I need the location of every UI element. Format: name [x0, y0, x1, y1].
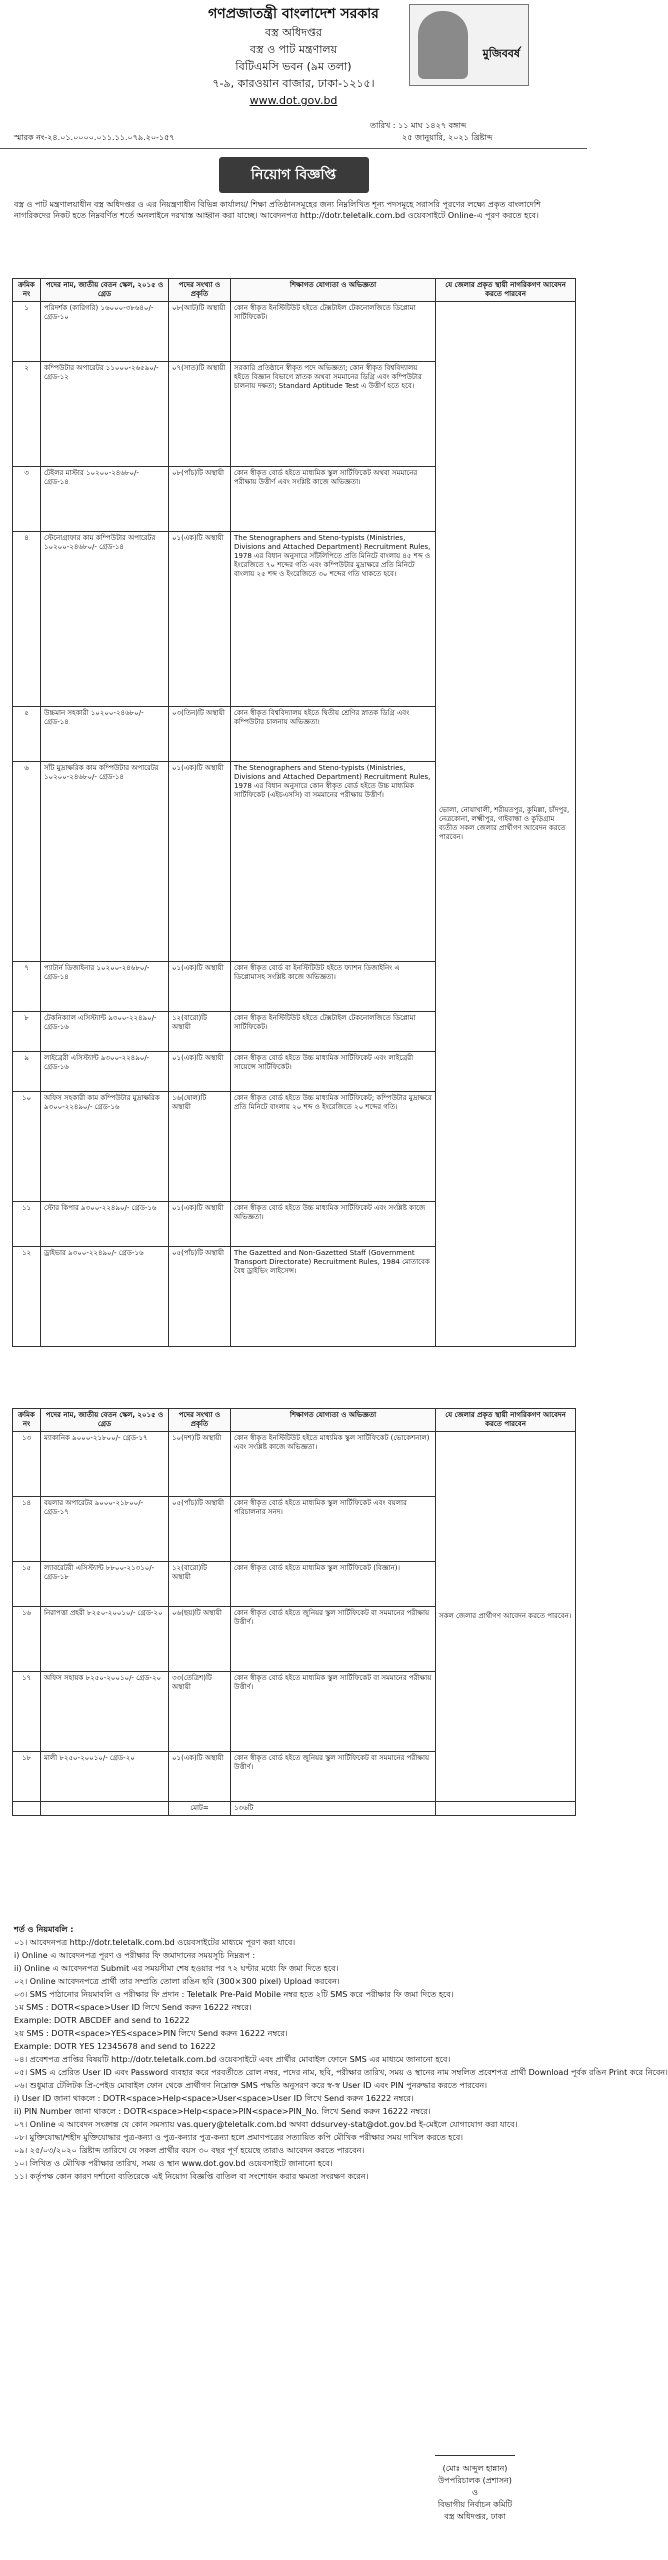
- condition-line: ০৮। মুক্তিযোদ্ধা/শহীদ মুক্তিযোদ্ধার পুত্র-কন্যা ও পুত্র-কন্যার পুত্র-কন্যা হলে প্রমাণপত্রের সত্যায়িত কপি মৌখিক পরীক্ষার সময় দাখিল করতে হবে।: [14, 2133, 464, 2142]
- table-row: ৭ প্যাটার্ন ডিজাইনার ১০২০০-২৪৬৮০/- গ্রেড-১৪ ০১(এক)টি অস্থায়ী কোন স্বীকৃত বোর্ড বা ইনস্টিটিউট হইতে ফ্যাশন ডিজাইনিং এ ডিপ্লোমাসহ সংশ্লিষ্ট কাজে অভিজ্ঞতা।: [13, 962, 576, 1012]
- condition-line: [14, 2185, 574, 2198]
- table-row: ৮ টেকনিক্যাল এসিস্ট্যান্ট ৯৩০০-২২৪৯০/- গ্রেড-১৬ ১২(বারো)টি অস্থায়ী কোন স্বীকৃত ইনস্টিটিউট হইতে টেক্সটাইল টেকনোলজিতে ডিপ্লোমা সার্টিফিকেট।: [13, 1012, 576, 1052]
- condition-line: ০৩। SMS পাঠানোর নিয়মাবলি ও পরীক্ষার ফি প্রদান : Teletalk Pre-Paid Mobile নম্বর হতে ২টি SMS করে পরীক্ষার ফি জমা দিতে হবে।: [14, 1990, 454, 1999]
- condition-line: ০৫। SMS এ প্রেরিত User ID এবং Password ব্যবহার করে পরবর্তীতে রোল নম্বর, পদের নাম, ছবি, পরীক্ষার তারিখ, সময় ও স্থানের নাম সম্বলিত প্রবেশপত্র প্রার্থী Download পূর্বক রঙিন Print করে নিবেন।: [14, 2068, 668, 2077]
- table-row: ১২ ড্রাইভার ৯৩০০-২২৪৯০/- গ্রেড-১৬ ০৫(পাঁচ)টি অস্থায়ী The Gazetted and Non-Gazetted Staff (Government Transport Directorate) Recruitment Rules, 1984 মোতাবেক বৈধ ড্রাইভিং লাইসেন্স।: [13, 1247, 576, 1347]
- table-row: ১৫ ল্যাবরেটরী এসিস্ট্যান্ট ৮৮০০-২১৩১০/- গ্রেড-১৮ ১২(বারো)টি অস্থায়ী কোন স্বীকৃত বোর্ড হইতে মাধ্যমিক স্কুল সার্টিফিকেট (বিজ্ঞান)।: [13, 1562, 576, 1607]
- date-label: তারিখ :: [370, 121, 396, 130]
- table-row: ১৪ বয়লার অপারেটর ৯০০০-২১৮০০/- গ্রেড-১৭ ০৫(পাঁচ)টি অস্থায়ী কোন স্বীকৃত বোর্ড হইতে মাধ্যমিক স্কুল সার্টিফিকেট এবং বয়লার পরিচালনার সনদ।: [13, 1497, 576, 1562]
- total-row: [13, 1802, 576, 1816]
- condition-line: ০৬। শুধুমাত্র টেলিটক প্রি-পেইড মোবাইল ফোন থেকে প্রার্থীগণ নিম্নোক্ত SMS পদ্ধতি অনুসরণ করে স্ব-স্ব User ID এবং PIN পুনরুদ্ধার করতে পারবেন।: [14, 2081, 487, 2090]
- gov-title: গণপ্রজাতন্ত্রী বাংলাদেশ সরকার: [208, 6, 379, 22]
- memo-number: স্মারক নং-২৪.০১.০০০০.০১১.১১.০৭৯.২০-১৫৭: [14, 133, 175, 142]
- condition-line: ১০। লিখিত ও মৌখিক পরীক্ষার তারিখ, সময় ও স্থান www.dot.gov.bd ওয়েবসাইটে জানানো হবে।: [14, 2159, 333, 2168]
- signature-block: [380, 2445, 570, 2523]
- mujib-borsho-logo: [409, 4, 529, 86]
- signature-mark: [380, 2445, 570, 2463]
- condition-line: ০৪। প্রবেশপত্র প্রাপ্তির বিষয়টি http://dotr.teletalk.com.bd ওয়েবসাইটে এবং প্রার্থীর মোবাইল ফোনে SMS এর মাধ্যমে জানানো হবে।: [14, 2055, 451, 2064]
- table-row: ৩ টেইলর মাস্টার ১০২০০-২৪৬৮০/- গ্রেড-১৪ ০৮(পাঁচ)টি অস্থায়ী কোন স্বীকৃত বোর্ড হইতে মাধ্যমিক স্কুল সার্টিফিকেট অথবা সমমানের পরীক্ষায় উত্তীর্ণ এবং সংশ্লিষ্ট কাজে অভিজ্ঞতা।: [13, 467, 576, 532]
- notice-title: নিয়োগ বিজ্ঞপ্তি: [219, 157, 369, 193]
- condition-line: ii) PIN Number জানা থাকলে : DOTR<space>Help<space>PIN<space>PIN_No. লিখে Send করুন 16222 নম্বরে।: [14, 2107, 431, 2116]
- building-name: বিটিএমসি ভবন (৯ম তলা): [235, 60, 352, 73]
- condition-line: i) Online এ আবেদনপত্র পূরণ ও পরীক্ষার ফি জমাদানের সময়সূচি নিম্নরূপ :: [14, 1951, 256, 1960]
- signatory-org: বস্ত্র অধিদপ্তর, ঢাকা: [444, 2512, 506, 2521]
- total-value: ১৩৬টি: [231, 1802, 436, 1816]
- condition-line: ০৭। Online এ আবেদন সংক্রান্ত যে কোন সমস্যায় vas.query@teletalk.com.bd অথবা ddsurvey-stat@dot.gov.bd ই-মেইলে যোগাযোগ করা যাবে।: [14, 2120, 518, 2129]
- condition-line: ২য় SMS : DOTR<space>YES<space>PIN লিখে Send করুন 16222 নম্বরে।: [14, 2029, 288, 2038]
- department-name: বস্ত্র অধিদপ্তর: [265, 26, 322, 39]
- condition-line: ১১। কর্তৃপক্ষ কোন কারণ দর্শানো ব্যতিরেকে এই নিয়োগ বিজ্ঞপ্তি বাতিল বা সংশোধন করার ক্ষমতা সংরক্ষণ করেন।: [14, 2172, 369, 2181]
- table-row: ৪ স্টেনোগ্রাফার কাম কম্পিউটার অপারেটর ১০২০০-২৪৬৮০/- গ্রেড-১৪ ০১(এক)টি অস্থায়ী The Stenographers and Steno-typists (Ministries, Divisions and Attached Department) Recruitment Rules, 1978 এর বিধান অনুসারে সাঁটলিপিতে প্রতি মিনিটে বাংলায় ৪৫ শব্দ ও ইংরেজিতে ৭০ শব্দের গতি এবং কম্পিউটার মুদ্রাক্ষরে প্রতি মিনিটে বাংলায় ২৫ শব্দ ও ইংরেজিতে ৩০ শব্দের গতি থাকতে হবে।: [13, 532, 576, 707]
- condition-line: ০২। Online আবেদনপত্রে প্রার্থী তার সম্প্রতি তোলা রঙিন ছবি (300×300 pixel) Upload করবেন।: [14, 1977, 340, 1986]
- condition-line: ii) Online এ আবেদনপত্র Submit এর সময়সীমা শেষ হওয়ার পর ৭২ ঘণ্টার মধ্যে ফি জমা দিতে হবে।: [14, 1964, 339, 1973]
- address: ৭-৯, কারওয়ান বাজার, ঢাকা-১২১৫।: [212, 77, 375, 90]
- district-eligibility-2: সকল জেলার প্রার্থীগণ আবেদন করতে পারবেন।: [436, 1432, 576, 1802]
- table-row: ১ পরিদর্শক (কারিগরি) ১৬০০০-৩৮৬৪০/- গ্রেড-১০ ০৮(আট)টি অস্থায়ী কোন স্বীকৃত ইনস্টিটিউট হইতে টেক্সটাইল টেকনোলজিতে ডিপ্লোমা সার্টিফিকেট। ভোলা, নোয়াখালী, শরীয়তপুর, কুমিল্লা, চাঁদপুর, নেত্রকোনা, লক্ষ্মীপুর, গাইবান্ধা ও কুড়িগ্রাম ব্যতীত সকল জেলার প্রার্থীগণ আবেদন করতে পারবেন।: [13, 302, 576, 362]
- portrait-image: [418, 11, 468, 79]
- condition-line: Example: DOTR ABCDEF and send to 16222: [14, 2016, 190, 2025]
- table-row: ৬ সাঁট মুদ্রাক্ষরিক কাম কম্পিউটার অপারেটর ১০২০০-২৪৬৮০/- গ্রেড-১৪ ০১(এক)টি অস্থায়ী The Stenographers and Steno-typists (Ministries, Divisions and Attached Department) Recruitment Rules, 1978 এর বিধান অনুসারে কোন স্বীকৃত বোর্ড হইতে উচ্চ মাধ্যমিক সার্টিফিকেট (এইচএসসি) বা সমমানের পরীক্ষায় উত্তীর্ণ।: [13, 762, 576, 962]
- condition-line: ১ম SMS : DOTR<space>User ID লিখে Send করুন 16222 নম্বরে।: [14, 2003, 252, 2012]
- col-count: পদের সংখ্যা ও প্রকৃতি: [169, 279, 231, 302]
- table-header-row: [13, 279, 576, 302]
- table-header-row: ক্রমিক নং পদের নাম, জাতীয় বেতন স্কেল, ২০১৫ ও গ্রেড পদের সংখ্যা ও প্রকৃতি শিক্ষাগত যোগ্যতা ও অভিজ্ঞতা যে জেলার প্রকৃত স্থায়ী নাগরিকগণ আবেদন করতে পারবেন: [13, 1409, 576, 1432]
- table-row: ১৭ অফিস সহায়ক ৮২৫০-২০০১০/- গ্রেড-২০ ৩৩(তেত্রিশ)টি অস্থায়ী কোন স্বীকৃত বোর্ড হইতে মাধ্যমিক স্কুল সার্টিফিকেট বা সমমানের পরীক্ষায় উত্তীর্ণ।: [13, 1672, 576, 1752]
- intro-paragraph: বস্ত্র ও পাট মন্ত্রণালয়াধীন বস্ত্র অধিদপ্তর ও এর নিয়ন্ত্রণাধীন বিভিন্ন কার্যালয়/ শিক্ষা প্রতিষ্ঠানসমূহের জন্য নিম্নলিখিত শূন্য পদসমূহে সরাসরি পূরণের লক্ষ্যে প্রকৃত বাংলাদেশি নাগরিকদের নিকট হতে নিম্নবর্ণিত শর্তে অনলাইনে দরখাস্ত আহ্বান করা যাচ্ছে। আবেদনপত্র http://dotr.teletalk.com.bd ওয়েবসাইটে Online-এ পূরণ করতে হবে।: [14, 200, 541, 220]
- vacancy-table-1: [12, 278, 576, 1347]
- col-post: পদের নাম, জাতীয় বেতন স্কেল, ২০১৫ ও গ্রেড: [41, 279, 169, 302]
- date-gregorian: ২৫ জানুয়ারি, ২০২১ খ্রিষ্টাব্দ: [402, 133, 493, 142]
- ministry-name: বস্ত্র ও পাট মন্ত্রণালয়: [249, 43, 338, 56]
- table-row: ১৬ নিরাপত্তা প্রহরী ৮২৫০-২০০১০/- গ্রেড-২০ ০৬(ছয়)টি অস্থায়ী কোন স্বীকৃত বোর্ড হইতে জুনিয়র স্কুল সার্টিফিকেট বা সমমানের পরীক্ষায় উত্তীর্ণ।: [13, 1607, 576, 1672]
- district-eligibility-1: ভোলা, নোয়াখালী, শরীয়তপুর, কুমিল্লা, চাঁদপুর, নেত্রকোনা, লক্ষ্মীপুর, গাইবান্ধা ও কুড়িগ্রাম ব্যতীত সকল জেলার প্রার্থীগণ আবেদন করতে পারবেন।: [436, 302, 576, 1347]
- condition-line: ০১। আবেদনপত্র http://dotr.teletalk.com.bd ওয়েবসাইটের মাধ্যমে পূরণ করা যাবে।: [14, 1938, 296, 1947]
- date-block: [370, 120, 492, 144]
- signatory-name: (মোঃ আব্দুল হান্নান): [442, 2464, 508, 2473]
- table-row: ১১ স্টোর কিপার ৯৩০০-২২৪৯০/- গ্রেড-১৬ ০১(এক)টি অস্থায়ী কোন স্বীকৃত বোর্ড হইতে উচ্চ মাধ্যমিক সার্টিফিকেট এবং সংশ্লিষ্ট কাজে অভিজ্ঞতা।: [13, 1202, 576, 1247]
- website-link[interactable]: www.dot.gov.bd: [249, 94, 338, 107]
- col-qualification: শিক্ষাগত যোগ্যতা ও অভিজ্ঞতা: [231, 279, 436, 302]
- signatory-designation: উপপরিচালক (প্রশাসন): [438, 2476, 512, 2485]
- condition-line: i) User ID জানা থাকলে : DOTR<space>Help<space>User<space>User ID লিখে Send করুন 16222 নম্বরে।: [14, 2094, 414, 2103]
- signatory-conj: ও: [472, 2488, 478, 2497]
- date-bengali: ১১ মাঘ ১৪২৭ বঙ্গাব্দ: [398, 121, 467, 130]
- conditions-section: [14, 1925, 668, 2198]
- table-row: ২ কম্পিউটার অপারেটর ১১০০০-২৬৫৯০/- গ্রেড-১২ ০৭(সাত)টি অস্থায়ী সরকারি প্রতিষ্ঠানে স্বীকৃত পদে অভিজ্ঞতা; কোন স্বীকৃত বিশ্ববিদ্যালয় হইতে বিজ্ঞান বিভাগে স্নাতক অথবা সমমানের ডিগ্রি এবং কম্পিউটার চালনায় দক্ষতা; Standard Aptitude Test এ উত্তীর্ণ হতে হবে।: [13, 362, 576, 467]
- reference-row: [0, 118, 587, 149]
- condition-line: Example: DOTR YES 12345678 and send to 16222: [14, 2042, 216, 2051]
- vacancy-table-2: [12, 1408, 576, 1816]
- table-row: ১০ অফিস সহকারী কাম কম্পিউটার মুদ্রাক্ষরিক ৯৩০০-২২৪৯০/- গ্রেড-১৬ ১৬(ষোল)টি অস্থায়ী কোন স্বীকৃত বোর্ড হইতে উচ্চ মাধ্যমিক সার্টিফিকেট; কম্পিউটার মুদ্রাক্ষরে প্রতি মিনিটে বাংলায় ২০ শব্দ ও ইংরেজিতে ২০ শব্দের গতি।: [13, 1092, 576, 1202]
- signatory-committee: বিভাগীয় নির্বাচন কমিটি: [437, 2500, 513, 2509]
- col-serial: ক্রমিক নং: [13, 279, 41, 302]
- condition-line: ০৯। ২৫/০৩/২০২০ খ্রিষ্টাব্দ তারিখে যে সকল প্রার্থীর বয়স ৩০ বছর পূর্ণ হয়েছে তারাও আবেদন করতে পারবেন।: [14, 2146, 365, 2155]
- col-district: যে জেলার প্রকৃত স্থায়ী নাগরিকগণ আবেদন করতে পারবেন: [436, 279, 576, 302]
- letterhead: [0, 0, 587, 118]
- table-row: ১৩ ম্যাকানিক ৯০০০-২১৮০০/- গ্রেড-১৭ ১০(দশ)টি অস্থায়ী কোন স্বীকৃত ইনস্টিটিউট হইতে মাধ্যমিক স্কুল সার্টিফিকেট (ভোকেশনাল) এবং সংশ্লিষ্ট কাজে অভিজ্ঞতা। সকল জেলার প্রার্থীগণ আবেদন করতে পারবেন।: [13, 1432, 576, 1497]
- table-row: ৯ লাইব্রেরী এসিস্ট্যান্ট ৯৩০০-২২৪৯০/- গ্রেড-১৬ ০১(এক)টি অস্থায়ী কোন স্বীকৃত বোর্ড হইতে উচ্চ মাধ্যমিক সার্টিফিকেট এবং লাইব্রেরী সায়েন্সে সার্টিফিকেট।: [13, 1052, 576, 1092]
- table-row: ১৮ মালী ৮২৫০-২০০১০/- গ্রেড-২০ ০১(এক)টি অস্থায়ী কোন স্বীকৃত বোর্ড হইতে জুনিয়র স্কুল সার্টিফিকেট বা সমমানের পরীক্ষায় উত্তীর্ণ।: [13, 1752, 576, 1802]
- conditions-title: শর্ত ও নিয়মাবলি :: [14, 1925, 74, 1934]
- total-label: মোট=: [169, 1802, 231, 1816]
- table-row: ৫ উচ্চমান সহকারী ১০২০০-২৪৬৮০/- গ্রেড-১৪ ০৩(তিন)টি অস্থায়ী কোন স্বীকৃত বিশ্ববিদ্যালয় হইতে দ্বিতীয় শ্রেণির স্নাতক ডিগ্রি এবং কম্পিউটার চালনায় অভিজ্ঞতা।: [13, 707, 576, 762]
- logo-text: মুজিববর্ষ: [482, 47, 520, 60]
